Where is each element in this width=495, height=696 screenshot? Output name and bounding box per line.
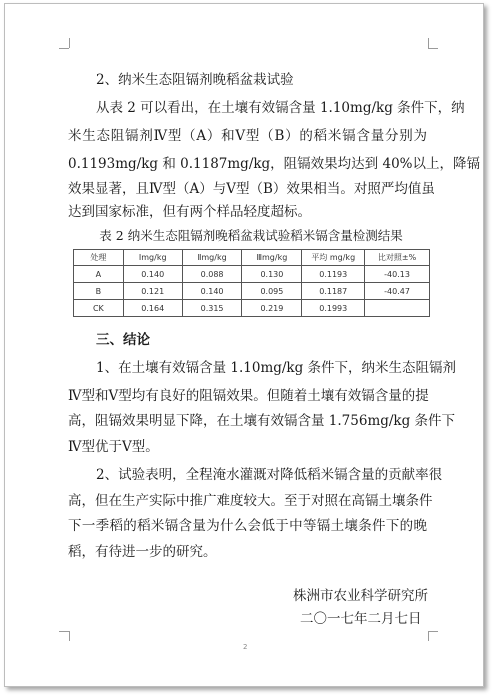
crop-mark [428,631,438,632]
crop-mark [428,631,429,641]
signature-organization: 株洲市农业科学研究所 [293,588,428,604]
column-header: Ⅲmg/kg [242,250,302,266]
table-cell: 0.140 [182,283,242,300]
crop-mark [59,631,69,632]
column-header: 处理 [74,250,124,266]
section-heading: 2、纳米生态阻镉剂晚稻盆栽试验 [96,72,294,88]
table-row [74,300,430,317]
paragraph-line: 米生态阻镉剂Ⅳ型（A）和Ⅴ型（B）的稻米镉含量分别为 [68,128,427,144]
table-row [74,266,430,283]
paragraph-line: 效果显著，且Ⅳ型（A）与Ⅴ型（B）效果相当。对照严均值虽 [68,181,435,197]
crop-mark [59,48,69,49]
paragraph-line: Ⅳ型优于Ⅴ型。 [68,439,159,455]
table-cell: 0.1993 [302,300,365,317]
column-header: 比对照±% [365,250,430,266]
paragraph-line: 0.1193mg/kg 和 0.1187mg/kg，阻镉效果均达到 40%以上，降镉 [68,156,480,172]
table-cell: 0.219 [242,300,302,317]
table-cell: 0.088 [182,266,242,283]
table-cell: 0.095 [242,283,302,300]
section-heading: 三、结论 [96,332,150,348]
column-header: Ⅱmg/kg [182,250,242,266]
table-cell [365,300,430,317]
results-table [73,249,430,317]
table-caption: 表 2 纳米生态阻镉剂晚稻盆栽试验稻米镉含量检测结果 [99,228,403,243]
page-number: 2 [243,643,248,651]
table-cell: 0.164 [123,300,182,317]
table-cell: 0.1193 [302,266,365,283]
table-cell: 0.140 [123,266,182,283]
table-cell: -40.47 [365,283,430,300]
table-cell: 0.121 [123,283,182,300]
table-cell: CK [74,300,124,317]
table-row [74,283,430,300]
paragraph-line: 高，阻镉效果明显下降，在土壤有效镉含量 1.756mg/kg 条件下 [68,413,456,429]
table-cell: 0.130 [242,266,302,283]
table-cell: -40.13 [365,266,430,283]
table-cell: 0.315 [182,300,242,317]
crop-mark [69,38,70,48]
table-header-row [74,250,430,266]
paragraph-line: 稻，有待进一步的研究。 [68,544,217,560]
paragraph-line: 从表 2 可以看出，在土壤有效镉含量 1.10mg/kg 条件下，纳 [96,100,465,116]
paragraph-line: 高，但在生产实际中推广难度较大。至于对照在高镉土壤条件 [68,493,433,509]
signature-date: 二〇一七年二月七日 [300,611,422,627]
document-page [4,3,484,687]
column-header: 平均 mg/kg [302,250,365,266]
paragraph-line: 下一季稻的稻米镉含量为什么会低于中等镉土壤条件下的晚 [68,518,427,534]
table-cell: A [74,266,124,283]
table-cell: B [74,283,124,300]
paragraph-line: 达到国家标准，但有两个样品轻度超标。 [68,204,311,220]
crop-mark [69,631,70,641]
paragraph-line: 2、试验表明，全程淹水灌溉对降低稻米镉含量的贡献率很 [96,467,443,483]
crop-mark [428,38,429,48]
table-cell: 0.1187 [302,283,365,300]
paragraph-line: Ⅳ型和Ⅴ型均有良好的阻镉效果。但随着土壤有效镉含量的提 [68,388,429,404]
crop-mark [428,48,438,49]
column-header: Ⅰmg/kg [123,250,182,266]
paragraph-line: 1、在土壤有效镉含量 1.10mg/kg 条件下，纳米生态阻镉剂 [96,360,457,376]
